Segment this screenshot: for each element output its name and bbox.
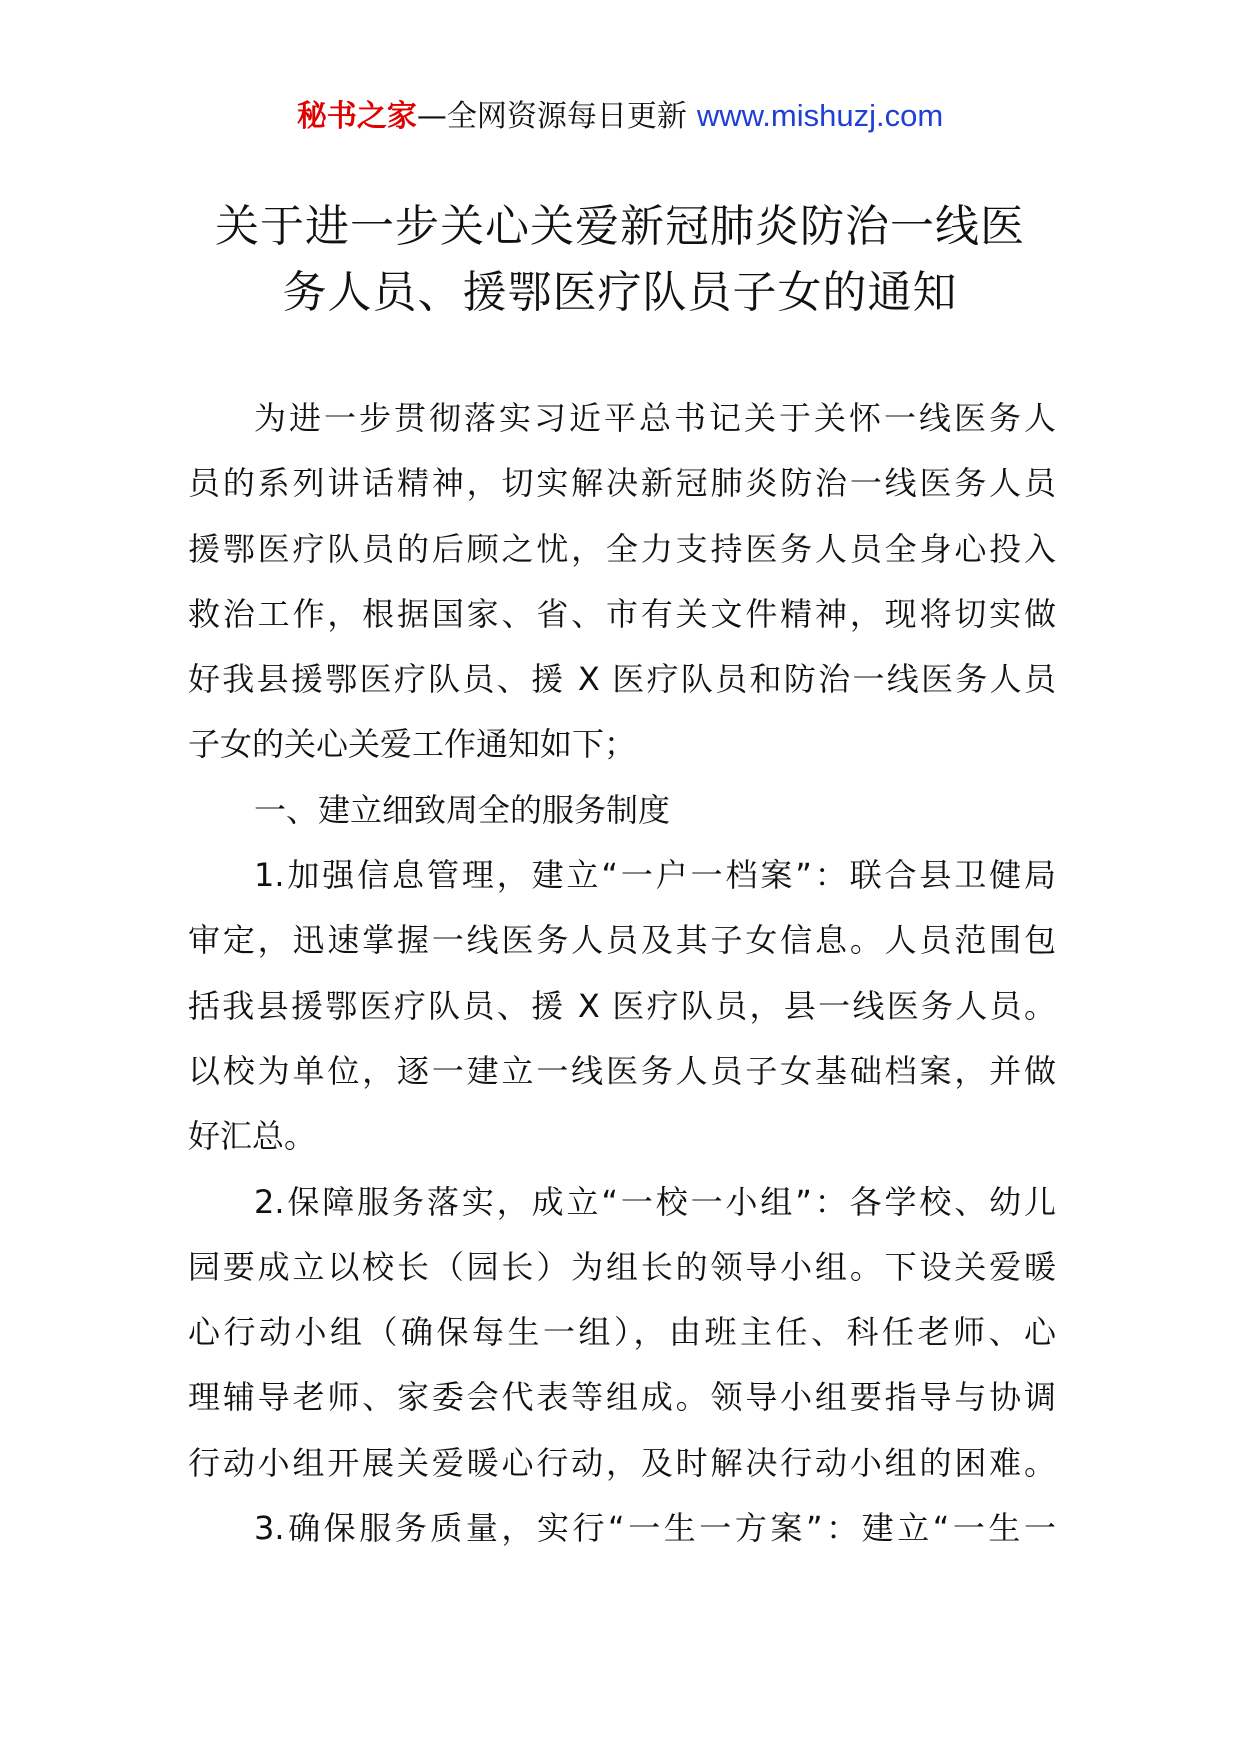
title-line-2: 务人员、援鄂医疗队员子女的通知 — [282, 267, 958, 318]
paragraph-line: 1.加强信息管理，建立“一户一档案”：联合县卫健局 — [254, 856, 1056, 895]
document-title — [160, 194, 1080, 326]
paragraph-line: 以校为单位，逐一建立一线医务人员子女基础档案，并做 — [188, 1051, 1056, 1090]
document-body — [188, 386, 1056, 1561]
title-line-1: 关于进一步关心关爱新冠肺炎防治一线医 — [215, 201, 1025, 252]
paragraph-line: 为进一步贯彻落实习近平总书记关于关怀一线医务人 — [254, 399, 1056, 437]
paragraph-line: 3.确保服务质量，实行“一生一方案”：建立“一生一 — [254, 1509, 1056, 1548]
header-tagline: —全网资源每日更新 — [416, 99, 687, 134]
paragraph-line: 括我县援鄂医疗队员、援 X 医疗队员，县一线医务人员。 — [188, 986, 1056, 1025]
paragraph-line: 心行动小组（确保每生一组），由班主任、科任老师、心 — [188, 1313, 1056, 1352]
paragraph-line: 援鄂医疗队员的后顾之忧，全力支持医务人员全身心投入 — [188, 529, 1056, 568]
paragraph-line: 子女的关心关爱工作通知如下； — [188, 725, 637, 764]
paragraph-line: 好我县援鄂医疗队员、援 X 医疗队员和防治一线医务人员 — [188, 660, 1056, 699]
paragraph-line: 园要成立以校长（园长）为组长的领导小组。下设关爱暖 — [188, 1247, 1056, 1286]
paragraph-line: 审定，迅速掌握一线医务人员及其子女信息。人员范围包 — [188, 921, 1056, 960]
paragraph-line: 行动小组开展关爱暖心行动，及时解决行动小组的困难。 — [188, 1443, 1056, 1482]
brand-name: 秘书之家 — [296, 99, 417, 134]
paragraph-line: 好汇总。 — [188, 1117, 317, 1156]
paragraph-line: 救治工作，根据国家、省、市有关文件精神，现将切实做 — [188, 594, 1056, 633]
paragraph-line: 员的系列讲话精神，切实解决新冠肺炎防治一线医务人员 — [188, 464, 1056, 503]
paragraph-line: 理辅导老师、家委会代表等组成。领导小组要指导与协调 — [188, 1378, 1056, 1417]
site-header — [0, 96, 1240, 137]
section-heading: 一、建立细致周全的服务制度 — [254, 790, 671, 829]
paragraph-line: 2.保障服务落实，成立“一校一小组”：各学校、幼儿 — [254, 1182, 1056, 1221]
site-url-link[interactable]: www.mishuzj.com — [696, 98, 944, 133]
